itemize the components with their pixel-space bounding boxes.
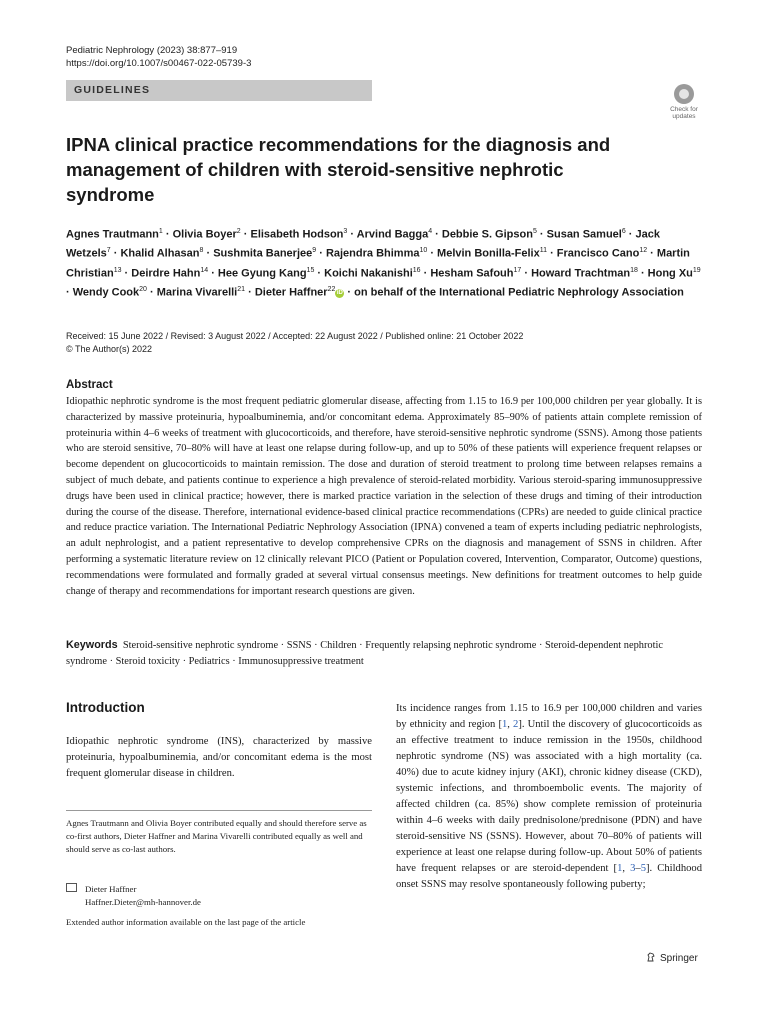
affiliation-marker: 12 bbox=[639, 247, 648, 255]
body-text: , bbox=[507, 719, 514, 730]
author-list: Agnes Trautmann$^1$ · Olivia Boyer$^2$ · Elisabeth Hodson$^3$ · Arvind Bagga$^4$ · Debbie S. Gipson$^5$ · Susan Samuel$^6$ · Jack Wetzels$^7$ · Khalid Alhasan$^8$ · Sushmita Banerjee$^9$ · Rajendra Bhimma$^{10}$ · Melvin Bonilla-Felix$^{11}$ · Francisco Cano$^{12}$ · Martin Christian$^{13}$ · Deirdre Hahn$^{14}$ · Hee Gyung Kang$^{15}$ · Koichi Nakanishi$^{16}$ · Hesham Safouh$^{17}$ · Howard Trachtman$^{18}$ · Hong $Xu^{19}$ · Wendy Cook$^{20}$ · Marina Vivarelli$^{21}$ · Dieter Haffner$^{22}$iD · on behalf of the International Pediatric Nephrology Association bbox=[66, 228, 701, 299]
co-author-footnote: Agnes Trautmann and Olivia Boyer contributed equally and should therefore serve as co-first authors, Dieter Haffner and Marina Vivarelli contributed equally as well and should serve as co-last authors. bbox=[66, 818, 367, 854]
affiliation-marker: 18 bbox=[630, 266, 638, 274]
affiliation-marker: 7 bbox=[106, 247, 111, 255]
abstract-text: Idiopathic nephrotic syndrome is the most frequent pediatric glomerular disease, affecting from 1.15 to 16.9 per 100,000 children per year globally. It is characterized by massive proteinuria, hypoalbuminemia, and/or concomitant edema. Approximately 85–90% of patients attain complete remission of proteinuria within 4–6 weeks of treatment with glucocorticoids, and therefore, have steroid-sensitive nephrotic syndrome (SSNS). Among those patients who are steroid sensitive, 70–80% will have at least one relapse during follow-up, and up to 50% of these patients will experience frequent relapses or become dependent on glucocorticoids to maintain remission. The dose and duration of steroid treatment to prolong time between relapses remains a subject of much debate, and patients continue to experience a high prevalence of steroid-related morbidity. Various steroid-sparing immunosuppressive drugs have been used in clinical practice; however, there is marked practice variation in the selection of these drugs and timing of their introduction during the course of the disease. Therefore, international evidence-based clinical practice recommendations (CPRs) are needed to guide clinical practice and reduce practice variation. The International Pediatric Nephrology Association (IPNA) convened a team of experts including pediatric nephrologists, an adult nephrologist, and a patient representative to develop comprehensive CPRs on the diagnosis and management of SSNS in children. After performing a systematic literature review on 12 clinically relevant PICO (Patient or Population covered, Intervention, Comparator, Outcome) questions, recommendations were formulated and formally graded at several virtual consensus meetings. New definitions for treatment outcomes to help guide change of therapy and recommendations for important research questions are given. bbox=[66, 396, 702, 597]
body-text: ]. Until the discovery of glucocorticoids as an effective treatment to induce remission in the 1950s, childhood nephrotic syndrome (NS) was associated with a high mortality (ca. 40%) due to acute kidney injury (AKI), chronic kidney disease (CKD), systemic infections, and thromboembolic events. The majority of affected children (ca. 85%) show complete remission of proteinuria within 4–6 weeks with daily prednisolone/prednisone (PDN) and have steroid-sensitive NS (SSNS). However, about 70–80% of patients will experience at least one relapse during follow-up. About 50% of patients have frequent relapses or are steroid-dependent [ bbox=[396, 719, 702, 874]
abstract-heading: Abstract bbox=[66, 379, 113, 391]
keywords-text: Steroid-sensitive nephrotic syndrome · SSNS · Children · Frequently relapsing nephrotic syndrome · Steroid-dependent nephrotic syndrome · Steroid toxicity · Pediatrics · Immunosuppressive treatment bbox=[66, 640, 664, 667]
body-text: Its incidence ranges from 1.15 to 16.9 per 100,000 children and varies by ethnicity and region [ bbox=[396, 703, 702, 730]
citation-link[interactable]: 1 bbox=[617, 863, 623, 874]
check-for-updates-badge[interactable] bbox=[662, 84, 706, 124]
affiliation-marker: 17 bbox=[513, 266, 522, 274]
affiliation-marker: 4 bbox=[428, 228, 433, 235]
introduction-paragraph-right bbox=[396, 701, 702, 893]
author-name[interactable]: Olivia Boyer bbox=[172, 228, 237, 241]
dates-line: Received: 15 June 2022 / Revised: 3 August 2022 / Accepted: 22 August 2022 / Published online: 21 October 2022 bbox=[66, 331, 524, 341]
author-name[interactable]: Koichi Nakanishi bbox=[324, 267, 413, 280]
author-name[interactable]: Howard Trachtman bbox=[531, 267, 631, 280]
author-name[interactable]: Hee Gyung Kang bbox=[217, 267, 307, 280]
affiliation-marker: 3 bbox=[343, 228, 348, 235]
publisher-footer bbox=[646, 952, 698, 964]
author-name[interactable]: Rajendra Bhimma bbox=[325, 247, 420, 260]
author-name[interactable]: Arvind Bagga bbox=[356, 228, 429, 241]
affiliation-marker: 14 bbox=[200, 266, 209, 274]
check-updates-icon bbox=[674, 84, 694, 104]
affiliation-marker: 8 bbox=[199, 247, 204, 255]
author-name[interactable]: Hong Xu bbox=[647, 267, 693, 280]
author-name[interactable]: Deirdre Hahn bbox=[131, 267, 201, 280]
author-name[interactable]: Elisabeth Hodson bbox=[250, 228, 344, 241]
body-text: – bbox=[635, 863, 641, 874]
author-name[interactable]: Dieter Haffner bbox=[254, 286, 328, 299]
affiliation-marker: 13 bbox=[113, 266, 122, 274]
authors-suffix: on behalf of the International Pediatric Nephrology Association bbox=[354, 286, 684, 299]
affiliation-marker: 1 bbox=[158, 228, 163, 235]
publication-dates bbox=[66, 330, 523, 356]
citation-link[interactable]: 3 bbox=[630, 863, 636, 874]
introduction-paragraph-left: Idiopathic nephrotic syndrome (INS), characterized by massive proteinuria, hypoalbuminemia, and/or concomitant edema is the most frequent glomerular disease in children. bbox=[66, 736, 372, 779]
author-name[interactable]: Jack Wetzels bbox=[66, 228, 661, 260]
extended-info-note: Extended author information available on the last page of the article bbox=[66, 917, 306, 927]
body-text: , bbox=[622, 863, 631, 874]
contact-name: Dieter Haffner bbox=[85, 884, 137, 894]
author-name[interactable]: Debbie S. Gipson bbox=[441, 228, 533, 241]
footnote-divider bbox=[66, 810, 372, 811]
author-name[interactable]: Francisco Cano bbox=[556, 247, 640, 260]
journal-citation: Pediatric Nephrology (2023) 38:877–919 bbox=[66, 45, 238, 56]
affiliation-marker: 16 bbox=[412, 266, 421, 274]
author-name[interactable]: Marina Vivarelli bbox=[156, 286, 238, 299]
author-name[interactable]: Wendy Cook bbox=[72, 286, 140, 299]
introduction-heading: Introduction bbox=[66, 700, 145, 715]
author-name[interactable]: Martin Christian bbox=[66, 247, 690, 280]
section-label: GUIDELINES bbox=[74, 84, 151, 96]
citation-link[interactable]: 1 bbox=[501, 719, 508, 730]
keywords-block bbox=[66, 638, 702, 670]
affiliation-marker: 5 bbox=[532, 228, 537, 235]
affiliation-marker: 9 bbox=[312, 247, 317, 255]
affiliation-marker: 20 bbox=[139, 285, 147, 293]
affiliation-marker: 15 bbox=[306, 266, 315, 274]
article-title: IPNA clinical practice recommendations for the diagnosis and management of children with steroid-sensitive nephrotic syndrome bbox=[66, 134, 611, 205]
author-name[interactable]: Melvin Bonilla-Felix bbox=[437, 247, 540, 260]
affiliation-marker: 2 bbox=[236, 228, 241, 235]
affiliation-marker: 6 bbox=[621, 228, 626, 235]
doi-link[interactable]: https://doi.org/10.1007/s00467-022-05739-3 bbox=[66, 58, 252, 69]
citation-link[interactable]: 5 bbox=[640, 863, 647, 874]
springer-horse-icon bbox=[646, 952, 656, 962]
author-name[interactable]: Agnes Trautmann bbox=[66, 228, 159, 241]
author-name[interactable]: Susan Samuel bbox=[546, 228, 622, 241]
keywords-label: Keywords bbox=[66, 639, 118, 651]
author-name[interactable]: Khalid Alhasan bbox=[120, 247, 200, 260]
orcid-icon[interactable]: iD bbox=[336, 290, 343, 297]
affiliation-marker: 11 bbox=[539, 247, 548, 255]
journal-meta bbox=[66, 44, 251, 70]
contact-email[interactable]: Haffner.Dieter@mh-hannover.de bbox=[85, 897, 201, 907]
author-name[interactable]: Hesham Safouh bbox=[430, 267, 514, 280]
body-text: ]. Childhood onset SSNS may resolve spontaneously following puberty; bbox=[396, 863, 703, 890]
citation-link[interactable]: 2 bbox=[513, 719, 519, 730]
affiliation-marker: 10 bbox=[419, 247, 428, 255]
corresponding-author bbox=[66, 883, 372, 909]
publisher-name: Springer bbox=[660, 953, 698, 964]
copyright-line: © The Author(s) 2022 bbox=[66, 344, 153, 354]
check-updates-label: Check for updates bbox=[670, 106, 698, 120]
section-banner bbox=[66, 80, 372, 101]
author-name[interactable]: Sushmita Banerjee bbox=[213, 247, 313, 260]
affiliation-marker: 21 bbox=[237, 285, 246, 293]
affiliation-marker: 22 bbox=[327, 285, 336, 293]
envelope-icon bbox=[66, 883, 77, 892]
affiliation-marker: 19 bbox=[692, 266, 701, 274]
